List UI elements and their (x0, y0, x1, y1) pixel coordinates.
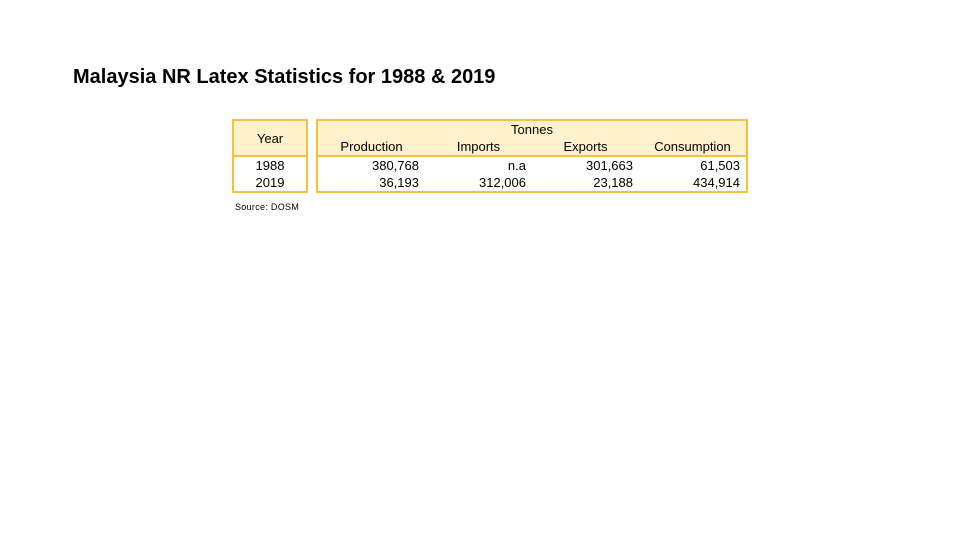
imports-cell: 312,006 (425, 174, 532, 192)
year-cell: 1988 (233, 156, 307, 174)
imports-cell: n.a (425, 156, 532, 174)
slide-title: Malaysia NR Latex Statistics for 1988 & 2019 (73, 66, 496, 88)
year-cell: 2019 (233, 174, 307, 192)
table-row (233, 174, 747, 192)
table-row (233, 156, 747, 174)
tonnes-group-header: Tonnes (317, 120, 747, 138)
statistics-table (232, 119, 748, 193)
production-cell: 380,768 (317, 156, 425, 174)
exports-cell: 301,663 (532, 156, 639, 174)
year-header: Year (233, 120, 307, 156)
column-gap (307, 120, 317, 156)
column-header-production: Production (317, 138, 425, 156)
consumption-cell: 434,914 (639, 174, 747, 192)
source-note: Source: DOSM (235, 202, 300, 212)
column-header-exports: Exports (532, 138, 639, 156)
consumption-cell: 61,503 (639, 156, 747, 174)
production-cell: 36,193 (317, 174, 425, 192)
column-header-imports: Imports (425, 138, 532, 156)
table-header-row-1 (233, 120, 747, 138)
exports-cell: 23,188 (532, 174, 639, 192)
column-gap (307, 156, 317, 174)
column-gap (307, 174, 317, 192)
column-header-consumption: Consumption (639, 138, 747, 156)
